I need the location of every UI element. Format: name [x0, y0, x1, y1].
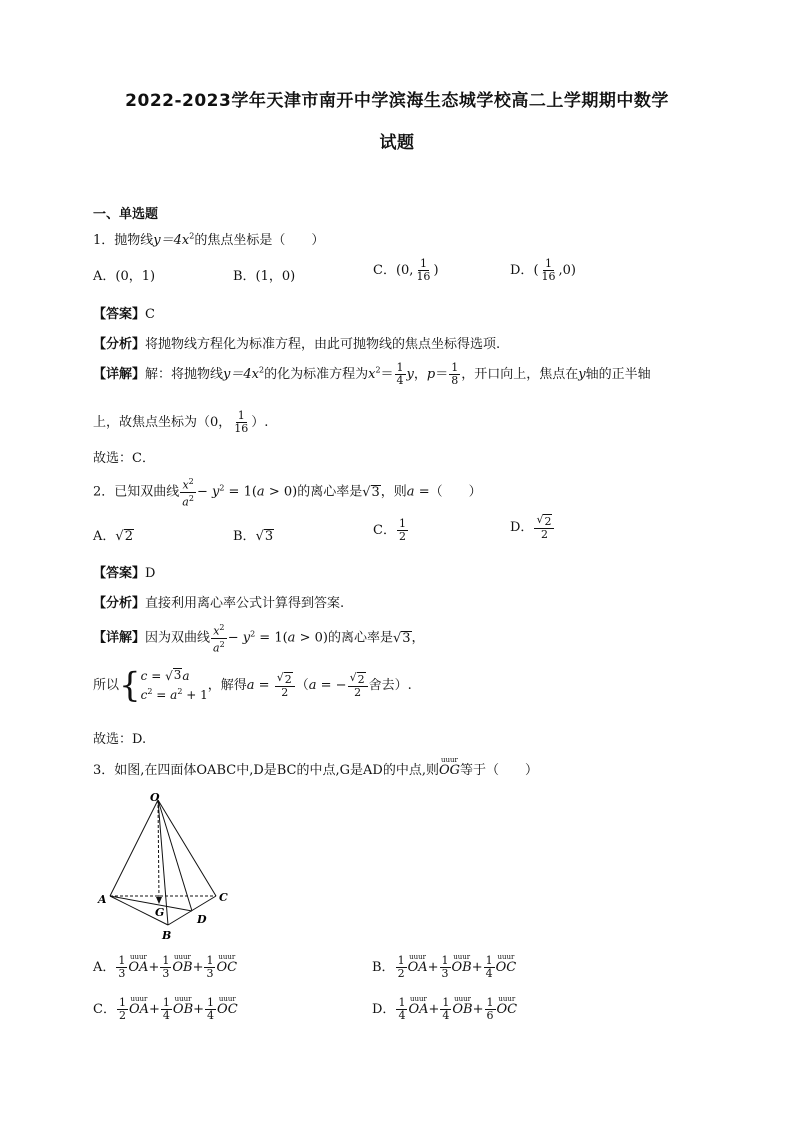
analysis-text: 直接利用离心率公式计算得到答案.	[145, 596, 345, 611]
analysis-text: 将抛物线方程化为标准方程，由此可抛物线的焦点坐标得选项.	[145, 337, 501, 352]
coefficient-fraction: $\frac{1}{2}$	[397, 954, 405, 980]
q3-option-d: D． $\frac{1}{4}$ uuur OA+ $\frac{1}{4}$ uuur OB+ $\frac{1}{6}$ uuur OC	[372, 995, 518, 1022]
question-2-stem: 2．已知双曲线 $\frac{x^2}{a^2}$ − $y^2 = 1(a > 0)$的离心率是 √ 3 ，则a =（ ）	[93, 477, 482, 509]
q2-detail-line-1: 【详解】因为双曲线 $\frac{x^2}{a^2}$ − $y^2 = 1(a > 0)$的离心率是 √ 3 ，	[93, 623, 425, 655]
q2-answer	[93, 562, 155, 581]
q1-option-d-label: D．	[510, 263, 534, 278]
vector-OB: uuur OB	[452, 995, 473, 1017]
q3-stem-vector: OG	[438, 763, 460, 778]
vector-OC: uuur OC	[217, 995, 238, 1017]
label-G: G	[155, 906, 165, 919]
answer-tag: 【答案】	[93, 566, 146, 581]
q2-detail-2: 的离心率是	[327, 630, 393, 646]
q1-option-c-label: C．	[373, 263, 396, 278]
answer-tag: 【答案】	[93, 307, 146, 322]
q2-so: 所以	[93, 678, 120, 693]
vector-OA: uuur OA	[128, 953, 149, 975]
q1-stem-pre: 1．抛物线	[93, 233, 154, 248]
coefficient-fraction: $\frac{1}{3}$	[118, 954, 126, 980]
q2-discard: 舍去）.	[368, 678, 412, 693]
q2-option-a: A． √ 2	[93, 529, 133, 544]
q3-option-b: B． $\frac{1}{2}$ uuur OA+ $\frac{1}{3}$ uuur OB+ $\frac{1}{4}$ uuur OC	[372, 953, 517, 980]
vector-OB: uuur OB	[172, 953, 193, 975]
q3-option-a-expr: $\frac{1}{3}$ uuur OA+ $\frac{1}{3}$ uuur OB+ $\frac{1}{3}$ uuur OC	[118, 953, 238, 980]
q2-option-b: B． √ 3	[233, 529, 274, 544]
q1-option-c: C．(0, $\frac{1}{16}$ )	[373, 257, 439, 283]
coefficient-fraction: $\frac{1}{3}$	[162, 954, 170, 980]
section-heading: 一、单选题	[93, 207, 159, 222]
coefficient-fraction: $\frac{1}{4}$	[442, 996, 450, 1022]
q3-option-d-expr: $\frac{1}{4}$ uuur OA+ $\frac{1}{4}$ uuur OB+ $\frac{1}{6}$ uuur OC	[398, 995, 518, 1022]
answer-value: C	[145, 307, 155, 322]
label-O: O	[150, 791, 160, 804]
coefficient-fraction: $\frac{1}{4}$	[207, 996, 215, 1022]
label-A: A	[98, 893, 107, 906]
segment-AD	[110, 896, 192, 911]
edge-OC	[158, 800, 216, 896]
q3-stem-end: 等于（ ）	[460, 763, 539, 778]
q2-stem-post: ，则	[380, 484, 407, 500]
detail-tag: 【详解】	[93, 367, 146, 382]
tetrahedron-figure	[92, 785, 242, 945]
vector-OB: uuur OB	[451, 953, 472, 975]
q1-detail-5: 上，故焦点坐标为（0，	[93, 415, 232, 430]
q3-option-a: A． $\frac{1}{3}$ uuur OA+ $\frac{1}{3}$ uuur OB+ $\frac{1}{3}$ uuur OC	[93, 953, 238, 980]
q1-option-d: D．( $\frac{1}{16}$ ,0)	[510, 257, 576, 283]
label-D: D	[197, 913, 207, 926]
document-title-line-1: 2022-2023学年天津市南开中学滨海生态城学校高二上学期期中数学	[125, 91, 669, 111]
vector-OA: uuur OA	[407, 953, 428, 975]
q1-stem-post: 的焦点坐标是（ ）	[194, 233, 325, 248]
q3-option-c: C． $\frac{1}{2}$ uuur OA+ $\frac{1}{4}$ uuur OB+ $\frac{1}{4}$ uuur OC	[93, 995, 238, 1022]
vector-OC: uuur OC	[216, 953, 238, 975]
coefficient-fraction: $\frac{1}{4}$	[162, 996, 170, 1022]
q1-detail-2: 的化为标准方程为	[264, 367, 369, 382]
q1-option-b: B．(1，0)	[233, 269, 296, 284]
coefficient-fraction: $\frac{1}{3}$	[441, 954, 449, 980]
q1-detail-3: ，开口向上，焦点在	[461, 367, 579, 382]
label-B: B	[162, 929, 172, 942]
q3-option-c-expr: $\frac{1}{2}$ uuur OA+ $\frac{1}{4}$ uuur OB+ $\frac{1}{4}$ uuur OC	[118, 995, 238, 1022]
analysis-tag: 【分析】	[93, 337, 146, 352]
q1-conclusion: 故选：C．	[93, 451, 155, 466]
coefficient-fraction: $\frac{1}{3}$	[206, 954, 214, 980]
coefficient-fraction: $\frac{1}{4}$	[485, 954, 493, 980]
q2-stem-mid: 的离心率是	[297, 484, 363, 500]
q1-detail-eq: y＝4x	[223, 367, 259, 382]
q1-option-d-frac: $\frac{1}{16}$	[541, 257, 556, 283]
q1-answer	[93, 303, 155, 322]
vector-OC: uuur OC	[495, 953, 517, 975]
q3-stem-text: 3．如图,在四面体OABC中,D是BC的中点,G是AD的中点,则	[93, 763, 439, 778]
q1-detail-line-2: 上，故焦点坐标为（0， $\frac{1}{16}$ ）.	[93, 409, 269, 435]
q2-option-c: C． $\frac{1}{2}$	[373, 517, 406, 543]
q1-detail-1: 解：将抛物线	[145, 367, 224, 382]
vector-OA: uuur OA	[408, 995, 429, 1017]
q1-detail-4: 轴的正半轴	[585, 367, 651, 382]
q1-analysis	[93, 333, 500, 352]
question-3-stem: 3．如图,在四面体OABC中,D是BC的中点,G是AD的中点,则 uuur OG等于（ ）	[93, 756, 539, 778]
q2-analysis	[93, 592, 344, 611]
coefficient-fraction: $\frac{1}{4}$	[398, 996, 406, 1022]
document-title-line-2: 试题	[379, 133, 415, 153]
question-1-stem: 1．抛物线$y=4x^2$的焦点坐标是（ ）	[93, 231, 325, 248]
vector-OA: uuur OA	[128, 995, 149, 1017]
q2-option-d: D． √ 2 2	[510, 514, 555, 541]
label-C: C	[219, 891, 228, 904]
q1-detail-6: ）.	[251, 415, 269, 430]
arrowhead-G	[156, 897, 162, 904]
coefficient-fraction: $\frac{1}{2}$	[118, 996, 126, 1022]
q1-option-c-frac: $\frac{1}{16}$	[416, 257, 431, 283]
q2-stem-end: （ ）	[429, 484, 482, 500]
analysis-tag: 【分析】	[93, 596, 146, 611]
q3-option-b-expr: $\frac{1}{2}$ uuur OA+ $\frac{1}{3}$ uuur OB+ $\frac{1}{4}$ uuur OC	[397, 953, 517, 980]
edge-OA	[110, 800, 158, 896]
q1-option-a: A．(0，1)	[93, 269, 156, 284]
q2-stem-pre: 2．已知双曲线	[93, 484, 180, 500]
vector-OC: uuur OC	[496, 995, 518, 1017]
q2-detail-1: 因为双曲线	[145, 630, 211, 646]
q2-conclusion: 故选：D.	[93, 732, 147, 747]
segment-OD	[158, 800, 192, 911]
q2-solve: ，解得	[207, 678, 247, 693]
q1-detail-line-1: 【详解】解：将抛物线$y=4x^2$的化为标准方程为$x^2=$ $\frac{1}{4}$ y，p＝ $\frac{1}{8}$ ，开口向上，焦点在y轴的正半轴	[93, 361, 651, 387]
coefficient-fraction: $\frac{1}{6}$	[486, 996, 494, 1022]
q2-detail-line-2: 所以{ c = √ 3 a $c^2 = a^2 + 1$ ，解得a = √ 2 2 （a = − √ 2 2 舍去）.	[93, 665, 412, 706]
detail-tag: 【详解】	[93, 630, 146, 646]
vector-OB: uuur OB	[172, 995, 194, 1017]
answer-value: D	[145, 566, 156, 581]
q1-stem-eq: y＝4x	[153, 233, 190, 248]
